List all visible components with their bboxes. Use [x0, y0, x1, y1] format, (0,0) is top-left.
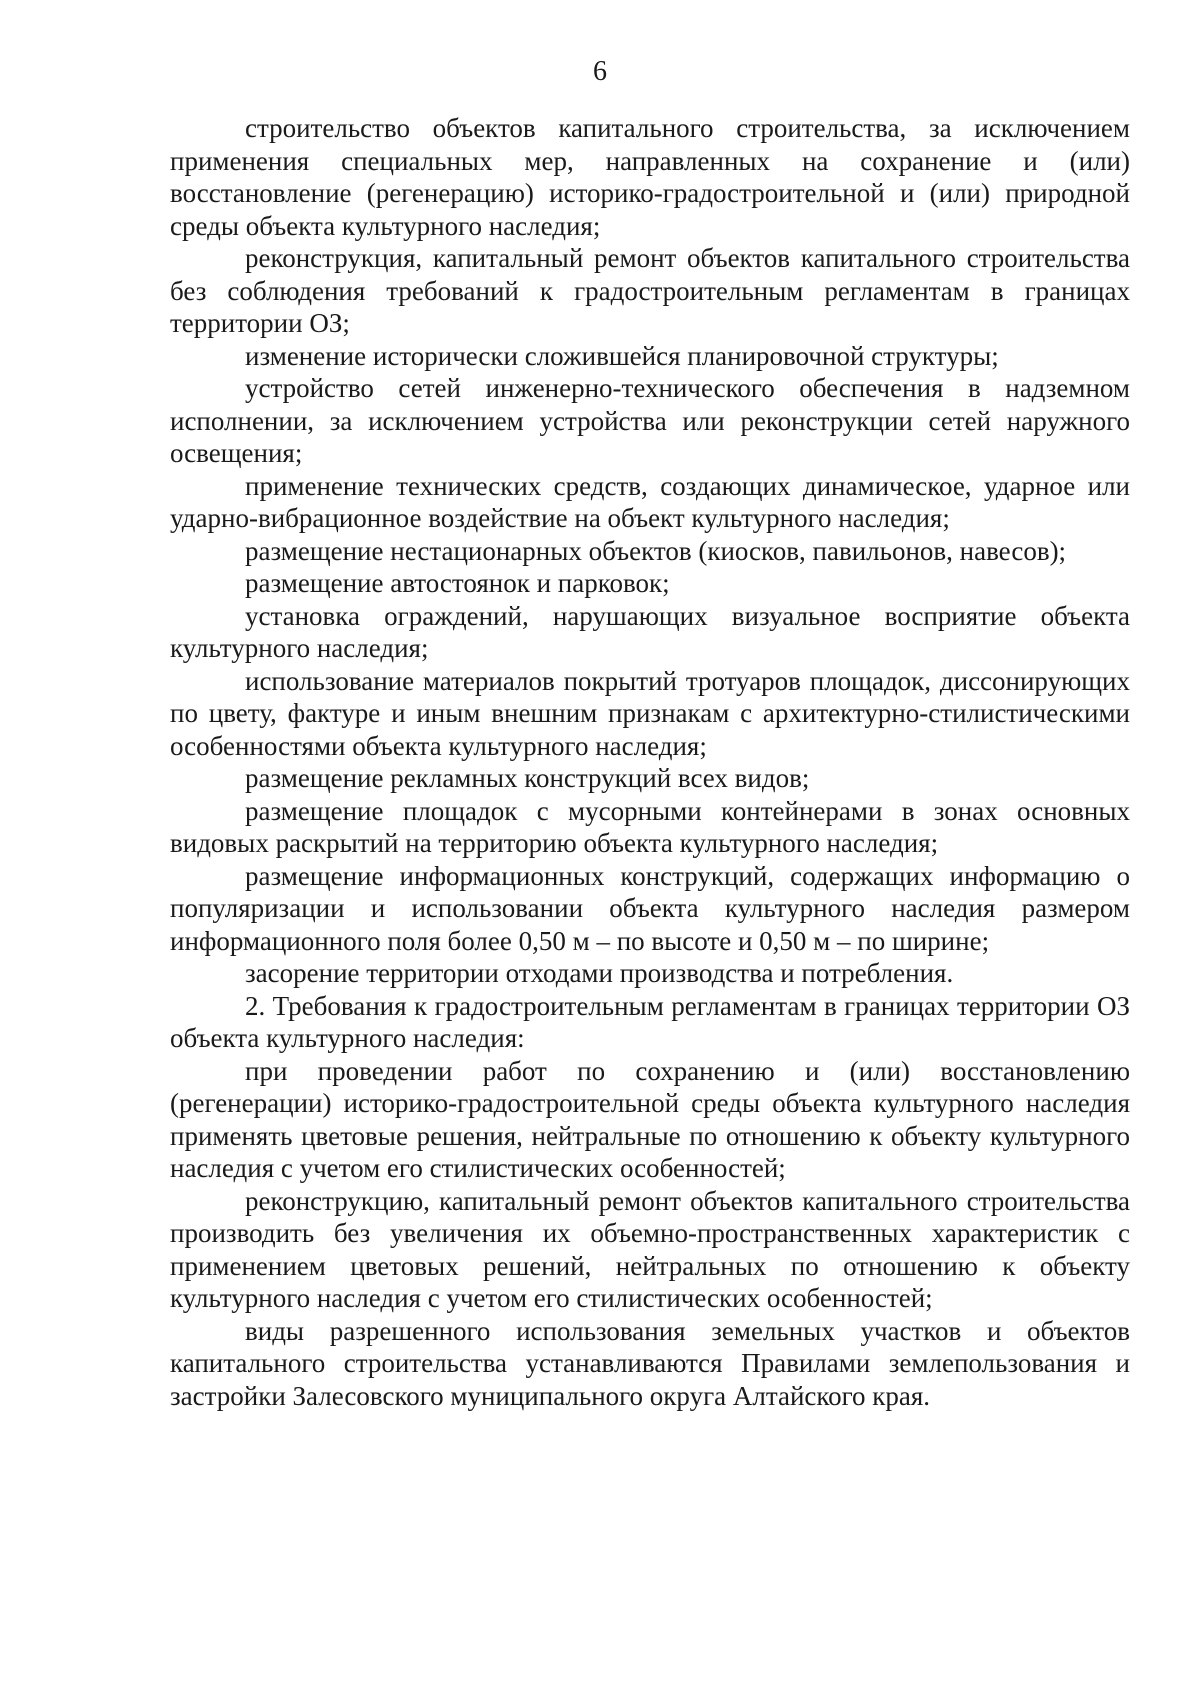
paragraph-16: реконструкцию, капитальный ремонт объектов капитального строительства производить без увеличения их объемно-пространственных характеристик с применением цветовых решений, нейтральных по отношению к объекту культурного наследия с учетом его стилистических особенностей;: [170, 1185, 1130, 1313]
paragraph-17: виды разрешенного использования земельных участков и объектов капитального строительства устанавливаются Правилами землепользования и застройки Залесовского муниципального округа Алтайского края.: [170, 1315, 1130, 1411]
paragraph-1: строительство объектов капитального строительства, за исключением применения специальных мер, направленных на сохранение и (или) восстановление (регенерацию) историко-градостроительной и (или) природной среды объекта культурного наследия;: [170, 113, 1130, 241]
paragraph-4: устройство сетей инженерно-технического обеспечения в надземном исполнении, за исключением устройства или реконструкции сетей наружного освещения;: [170, 373, 1130, 468]
paragraph-2: реконструкция, капитальный ремонт объектов капитального строительства без соблюдения требований к градостроительным регламентам в границах территории ОЗ;: [170, 243, 1130, 338]
paragraph-9: использование материалов покрытий тротуаров площадок, диссонирующих по цвету, фактуре и иным внешним признакам с архитектурно-стилистическими особенностями объекта культурного наследия;: [170, 665, 1130, 761]
paragraph-6: размещение нестационарных объектов (киосков, павильонов, навесов);: [245, 535, 1067, 566]
paragraph-5: применение технических средств, создающих динамическое, ударное или ударно-вибрационное воздействие на объект культурного наследия;: [170, 470, 1130, 533]
paragraph-8: установка ограждений, нарушающих визуальное восприятие объекта культурного наследия;: [170, 600, 1130, 663]
paragraph-3: изменение исторически сложившейся планировочной структуры;: [245, 340, 999, 371]
section-heading-2: 2. Требования к градостроительным регламентам в границах территории ОЗ объекта культурного наследия:: [170, 990, 1130, 1053]
paragraph-15: при проведении работ по сохранению и (или) восстановлению (регенерации) историко-градостроительной среды объекта культурного наследия применять цветовые решения, нейтральные по отношению к объекту культурного наследия с учетом его стилистических особенностей;: [170, 1055, 1130, 1183]
paragraph-11: размещение площадок с мусорными контейнерами в зонах основных видовых раскрытий на территорию объекта культурного наследия;: [170, 795, 1130, 858]
paragraph-10: размещение рекламных конструкций всех видов;: [245, 763, 810, 793]
page-number: 6: [593, 56, 607, 87]
paragraph-12: размещение информационных конструкций, содержащих информацию о популяризации и использовании объекта культурного наследия размером информационного поля более 0,50 м – по высоте и 0,50 м – по ширине;: [170, 860, 1130, 956]
paragraph-7: размещение автостоянок и парковок;: [245, 568, 670, 598]
paragraph-13: засорение территории отходами производства и потребления.: [245, 958, 954, 988]
document-body: [170, 112, 1130, 1412]
